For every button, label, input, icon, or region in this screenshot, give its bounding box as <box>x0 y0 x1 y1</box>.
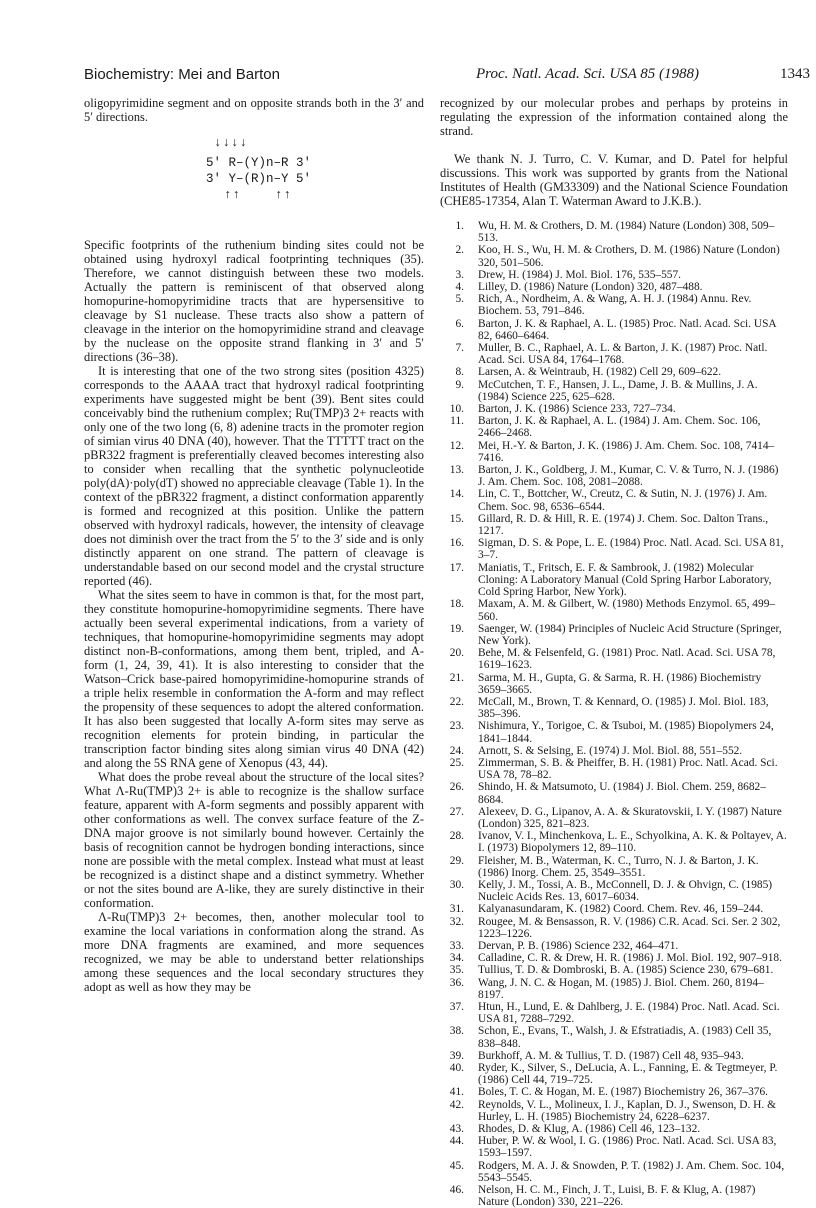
reference-text: Shindo, H. & Matsumoto, U. (1984) J. Biol. Chem. 259, 8682–8684. <box>478 781 766 806</box>
reference-number: 27. <box>449 805 464 818</box>
reference-text: Behe, M. & Felsenfeld, G. (1981) Proc. Natl. Acad. Sci. USA 78, 1619–1623. <box>478 647 776 672</box>
reference-item <box>440 440 788 464</box>
reference-number: 9. <box>455 378 464 391</box>
reference-text: Wang, J. N. C. & Hogan, M. (1985) J. Biol. Chem. 260, 8194–8197. <box>478 976 764 1001</box>
paragraph: What the sites seem to have in common is that, for the most part, they constitute homopurine-homopyrimidine segments. There have actually been several experimental indications, from a variety of techniques, that homopurine-homopyrimidine segments may adopt distinct non-B-conformations, among them bent, tripled, and A-form (1, 24, 39, 41). It is also interesting to consider that the Watson–Crick base-paired homopyrimidine-homopurine strands of a triple helix resemble in conformation the A-form and may reflect the propensity of these sequences to adopt the altered conformation. It has also been suggested that locally A-form sites may serve as recognition elements for protein binding, in particular the transcription factor binding sites along simian virus 40 DNA (42) and along the 5S RNA gene of Xenopus (43, 44). <box>84 588 424 770</box>
reference-item <box>440 379 788 403</box>
reference-item <box>440 745 788 757</box>
reference-item <box>440 916 788 940</box>
reference-item <box>440 855 788 879</box>
reference-item <box>440 598 788 622</box>
reference-text: Boles, T. C. & Hogan, M. E. (1987) Biochemistry 26, 367–376. <box>478 1086 769 1099</box>
right-column <box>440 96 788 1208</box>
reference-item <box>440 513 788 537</box>
reference-text: Koo, H. S., Wu, H. M. & Crothers, D. M. (1986) Nature (London) 320, 501–506. <box>478 244 780 269</box>
reference-text: Sigman, D. S. & Pope, L. E. (1984) Proc. Natl. Acad. Sci. USA 81, 3–7. <box>478 537 784 562</box>
reference-number: 40. <box>449 1062 464 1075</box>
reference-item <box>440 977 788 1001</box>
reference-text: Huber, P. W. & Wool, I. G. (1986) Proc. Natl. Acad. Sci. USA 83, 1593–1597. <box>478 1135 777 1160</box>
reference-text: Barton, J. K. (1986) Science 233, 727–734. <box>478 403 676 416</box>
reference-item <box>440 830 788 854</box>
reference-text: McCutchen, T. F., Hansen, J. L., Dame, J. B. & Mullins, J. A. (1984) Science 225, 625–628. <box>478 378 758 403</box>
reference-text: Saenger, W. (1984) Principles of Nucleic Acid Structure (Springer, New York). <box>478 622 782 647</box>
reference-number: 46. <box>449 1184 464 1197</box>
reference-number: 37. <box>449 1001 464 1013</box>
reference-number: 39. <box>449 1049 464 1062</box>
reference-item <box>440 964 788 976</box>
reference-item <box>440 537 788 561</box>
reference-number: 4. <box>455 281 464 294</box>
reference-item <box>440 1160 788 1184</box>
reference-text: Ivanov, V. I., Minchenkova, L. E., Schyolkina, A. K. & Poltayev, A. I. (1973) Biopolymers 12, 89–110. <box>478 830 787 855</box>
reference-number: 7. <box>455 342 464 355</box>
reference-number: 42. <box>449 1098 464 1111</box>
reference-item <box>440 1062 788 1086</box>
reference-text: Larsen, A. & Weintraub, H. (1982) Cell 29, 609–622. <box>478 366 722 379</box>
page-number: 1343 <box>780 66 810 82</box>
reference-item <box>440 269 788 281</box>
reference-item <box>440 696 788 720</box>
sequence-formula <box>84 136 424 228</box>
reference-number: 43. <box>449 1123 464 1136</box>
reference-item <box>440 220 788 244</box>
reference-text: Kalyanasundaram, K. (1982) Coord. Chem. Rev. 46, 159–244. <box>478 903 764 916</box>
reference-text: Sarma, M. H., Gupta, G. & Sarma, R. H. (1986) Biochemistry 3659–3665. <box>478 671 762 696</box>
reference-item <box>440 720 788 744</box>
reference-number: 19. <box>449 622 464 635</box>
reference-item <box>440 879 788 903</box>
reference-text: Rhodes, D. & Klug, A. (1986) Cell 46, 123–132. <box>478 1123 701 1136</box>
reference-number: 3. <box>455 268 464 281</box>
reference-item <box>440 1099 788 1123</box>
reference-item <box>440 623 788 647</box>
reference-number: 12. <box>449 439 464 452</box>
paragraph: recognized by our molecular probes and perhaps by proteins in regulating the expression of the information contained along the strand. <box>440 96 788 138</box>
reference-number: 5. <box>455 293 464 306</box>
running-head-authors: Biochemistry: Mei and Barton <box>84 66 280 83</box>
reference-text: Barton, J. K. & Raphael, A. L. (1985) Proc. Natl. Acad. Sci. USA 82, 6460–6464. <box>478 317 777 342</box>
reference-item <box>440 318 788 342</box>
reference-item <box>440 757 788 781</box>
reference-text: Gillard, R. D. & Hill, R. E. (1974) J. Chem. Soc. Dalton Trans., 1217. <box>478 512 769 538</box>
reference-text: Burkhoff, A. M. & Tullius, T. D. (1987) Cell 48, 935–943. <box>478 1049 744 1062</box>
reference-number: 18. <box>449 598 464 611</box>
reference-number: 8. <box>455 366 464 379</box>
reference-text: Barton, J. K., Goldberg, J. M., Kumar, C. V. & Turro, N. J. (1986) J. Am. Chem. Soc. 108, 2081–2088. <box>478 464 779 489</box>
reference-number: 21. <box>449 671 464 684</box>
reference-text: McCall, M., Brown, T. & Kennard, O. (1985) J. Mol. Biol. 183, 385–396. <box>478 695 769 721</box>
journal-citation: Proc. Natl. Acad. Sci. USA 85 (1988) <box>476 66 700 82</box>
reference-item <box>440 415 788 439</box>
reference-text: Rich, A., Nordheim, A. & Wang, A. H. J. (1984) Annu. Rev. Biochem. 53, 791–846. <box>478 293 752 318</box>
reference-item <box>440 1025 788 1049</box>
reference-number: 34. <box>449 952 464 965</box>
reference-item <box>440 342 788 366</box>
reference-number: 30. <box>449 878 464 891</box>
reference-number: 11. <box>450 415 464 428</box>
reference-number: 13. <box>449 464 464 477</box>
reference-number: 38. <box>449 1025 464 1038</box>
reference-item <box>440 1123 788 1135</box>
reference-text: Wu, H. M. & Crothers, D. M. (1984) Nature (London) 308, 509–513. <box>478 220 775 245</box>
reference-text: Dervan, P. B. (1986) Science 232, 464–471. <box>478 939 679 952</box>
reference-text: Rougee, M. & Bensasson, R. V. (1986) C.R. Acad. Sci. Ser. 2 302, 1223–1226. <box>478 915 781 940</box>
reference-item <box>440 806 788 830</box>
reference-number: 16. <box>449 537 464 550</box>
reference-text: Alexeev, D. G., Lipanov, A. A. & Skuratovskii, I. Y. (1987) Nature (London) 325, 821–823. <box>478 805 782 830</box>
reference-text: Zimmerman, S. B. & Pheiffer, B. H. (1981) Proc. Natl. Acad. Sci. USA 78, 78–82. <box>478 756 778 782</box>
reference-text: Drew, H. (1984) J. Mol. Biol. 176, 535–557. <box>478 268 682 281</box>
reference-text: Maniatis, T., Fritsch, E. F. & Sambrook, J. (1982) Molecular Cloning: A Laboratory Manual (Cold Spring Harbor Laboratory, Cold Spring Harbor, New York). <box>478 561 772 599</box>
reference-item <box>440 1135 788 1159</box>
paragraph: It is interesting that one of the two strong sites (position 4325) corresponds to the AAAA tract that hydroxyl radical footprinting experiments have suggested might be bent (39). Bent sites could conceivably bind the ruthenium complex; Ru(TMP)3 2+ reacts with only one of the two long (6, 8) adenine tracts in the promoter region of simian virus 40 DNA (40), however. That the TTTTT tract on the pBR322 fragment is preferentially cleaved becomes interesting also to consider when recalling that the synthetic polynucleotide poly(dA)·poly(dT) showed no appreciable cleavage (Table 1). In the context of the pBR322 fragment, a distinct conformation apparently is formed and recognized at this position. Unlike the pattern observed with hydroxyl radicals, however, the intensity of cleavage does not diminish over the tract from the 5′ to the 3′ side and is only distinctly apparent on one strand. The pattern of cleavage is understandable based on our second model and the crystal structure reported (46). <box>84 364 424 588</box>
acknowledgment: We thank N. J. Turro, C. V. Kumar, and D. Patel for helpful discussions. This work was supported by grants from the National Institutes of Health (GM33309) and the National Science Foundation (CHE85-17354, Alan T. Waterman Award to J.K.B.). <box>440 152 788 208</box>
reference-item <box>440 1086 788 1098</box>
reference-text: Reynolds, V. L., Molineux, I. J., Kaplan, D. J., Swenson, D. H. & Hurley, L. H. (1985) Biochemistry 24, 6228–6237. <box>478 1098 776 1123</box>
reference-number: 29. <box>449 854 464 867</box>
reference-text: Barton, J. K. & Raphael, A. L. (1984) J. Am. Chem. Soc. 106, 2466–2468. <box>478 415 761 440</box>
formula-line-top: 5′ R–(Y)n–R 3′ <box>206 156 312 170</box>
reference-item <box>440 903 788 915</box>
reference-item <box>440 781 788 805</box>
reference-text: Tullius, T. D. & Dombroski, B. A. (1985) Science 230, 679–681. <box>478 964 774 977</box>
reference-item <box>440 672 788 696</box>
paragraph: oligopyrimidine segment and on opposite strands both in the 3′ and 5′ directions. <box>84 96 424 124</box>
paragraph: What does the probe reveal about the structure of the local sites? What Λ-Ru(TMP)3 2+ is able to recognize is the shallow surface feature, apparent with A-form segments and possibly apparent with other conformations as well. The convex surface feature of the Z-DNA major groove is not similarly bound however. Certainly the basis of recognition cannot be hydrogen bonding interactions, since none are possible with the metal complex. Instead what must at least be recognized is a distinct shape and a distinct symmetry. Whether or not the sites bound are A-like, they are surely distinctive in their conformation. <box>84 770 424 910</box>
reference-number: 41. <box>449 1086 464 1099</box>
reference-item <box>440 562 788 599</box>
reference-text: Muller, B. C., Raphael, A. L. & Barton, J. K. (1987) Proc. Natl. Acad. Sci. USA 84, 1764–1768. <box>478 342 768 367</box>
reference-number: 25. <box>449 756 464 769</box>
reference-number: 26. <box>449 781 464 794</box>
reference-text: Maxam, A. M. & Gilbert, W. (1980) Methods Enzymol. 65, 499–560. <box>478 598 776 623</box>
paragraph: Λ-Ru(TMP)3 2+ becomes, then, another molecular tool to examine the local variations in conformation along the strand. As more DNA fragments are examined, and more sequences recognized, we may be able to understand better relationships among these sequences and the local secondary structures they adopt as well as how they may be <box>84 910 424 994</box>
reference-number: 24. <box>449 744 464 757</box>
reference-item <box>440 293 788 317</box>
reference-text: Lilley, D. (1986) Nature (London) 320, 487–488. <box>478 281 703 294</box>
reference-item <box>440 366 788 378</box>
reference-item <box>440 488 788 512</box>
reference-text: Fleisher, M. B., Waterman, K. C., Turro, N. J. & Barton, J. K. (1986) Inorg. Chem. 25, 3549–3551. <box>478 854 759 879</box>
reference-text: Arnott, S. & Selsing, E. (1974) J. Mol. Biol. 88, 551–552. <box>478 744 743 757</box>
reference-number: 2. <box>455 244 464 257</box>
reference-item <box>440 647 788 671</box>
reference-item <box>440 464 788 488</box>
reference-item <box>440 1001 788 1025</box>
reference-number: 1. <box>455 220 464 232</box>
reference-number: 10. <box>449 403 464 416</box>
reference-text: Kelly, J. M., Tossi, A. B., McConnell, D. J. & Ohvign, C. (1985) Nucleic Acids Res. 13, 6017–6034. <box>478 878 773 904</box>
reference-item <box>440 952 788 964</box>
reference-item <box>440 403 788 415</box>
reference-item <box>440 244 788 268</box>
reference-number: 17. <box>449 561 464 574</box>
reference-text: Nishimura, Y., Torigoe, C. & Tsuboi, M. (1985) Biopolymers 24, 1841–1844. <box>478 720 774 745</box>
reference-number: 14. <box>449 488 464 501</box>
formula-line-bottom: 3′ Y–(R)n–Y 5′ <box>206 172 312 186</box>
reference-number: 15. <box>449 512 464 525</box>
reference-number: 44. <box>449 1135 464 1148</box>
reference-number: 22. <box>449 695 464 708</box>
reference-number: 6. <box>455 317 464 330</box>
left-column <box>84 96 424 994</box>
running-head-journal <box>476 66 810 83</box>
reference-number: 20. <box>449 647 464 660</box>
reference-item <box>440 1184 788 1208</box>
reference-text: Rodgers, M. A. J. & Snowden, P. T. (1982) J. Am. Chem. Soc. 104, 5543–5545. <box>478 1159 785 1184</box>
reference-text: Calladine, C. R. & Drew, H. R. (1986) J. Mol. Biol. 192, 907–918. <box>478 952 782 965</box>
reference-text: Mei, H.-Y. & Barton, J. K. (1986) J. Am. Chem. Soc. 108, 7414–7416. <box>478 439 775 464</box>
reference-text: Schon, E., Evans, T., Walsh, J. & Efstratiadis, A. (1983) Cell 35, 838–848. <box>478 1025 772 1050</box>
reference-number: 45. <box>449 1159 464 1172</box>
reference-list <box>440 220 788 1208</box>
reference-number: 32. <box>449 915 464 928</box>
reference-item <box>440 1050 788 1062</box>
reference-text: Lin, C. T., Bottcher, W., Creutz, C. & Sutin, N. J. (1976) J. Am. Chem. Soc. 98, 6536–6544. <box>478 488 768 513</box>
reference-number: 36. <box>449 976 464 989</box>
reference-number: 23. <box>449 720 464 733</box>
reference-item <box>440 281 788 293</box>
reference-number: 35. <box>449 964 464 977</box>
reference-item <box>440 940 788 952</box>
reference-number: 28. <box>449 830 464 843</box>
reference-text: Nelson, H. C. M., Finch, J. T., Luisi, B. F. & Klug, A. (1987) Nature (London) 330, 221–226. <box>478 1184 756 1208</box>
cleavage-arrows-up: ↑↑ ↑↑ <box>224 188 293 202</box>
paragraph: Specific footprints of the ruthenium binding sites could not be obtained using hydroxyl radical footprinting techniques (35). Therefore, we cannot distinguish between these two models. Actually the pattern is reminiscent of that observed along homopurine-homopyrimidine tracts that are hypersensitive to cleavage by S1 nuclease. These tracts also show a pattern of cleavage in the interior on the homopyrimidine strand and cleavage by the nuclease on the opposite strand flanking in 3′ and 5′ directions (36–38). <box>84 238 424 364</box>
reference-number: 33. <box>449 939 464 952</box>
cleavage-arrows-down: ↓↓↓↓ <box>214 136 249 150</box>
reference-text: Htun, H., Lund, E. & Dahlberg, J. E. (1984) Proc. Natl. Acad. Sci. USA 81, 7288–7292. <box>478 1001 780 1026</box>
reference-text: Ryder, K., Silver, S., DeLucia, A. L., Fanning, E. & Tegtmeyer, P. (1986) Cell 44, 719–725. <box>478 1062 778 1087</box>
reference-number: 31. <box>449 903 464 916</box>
